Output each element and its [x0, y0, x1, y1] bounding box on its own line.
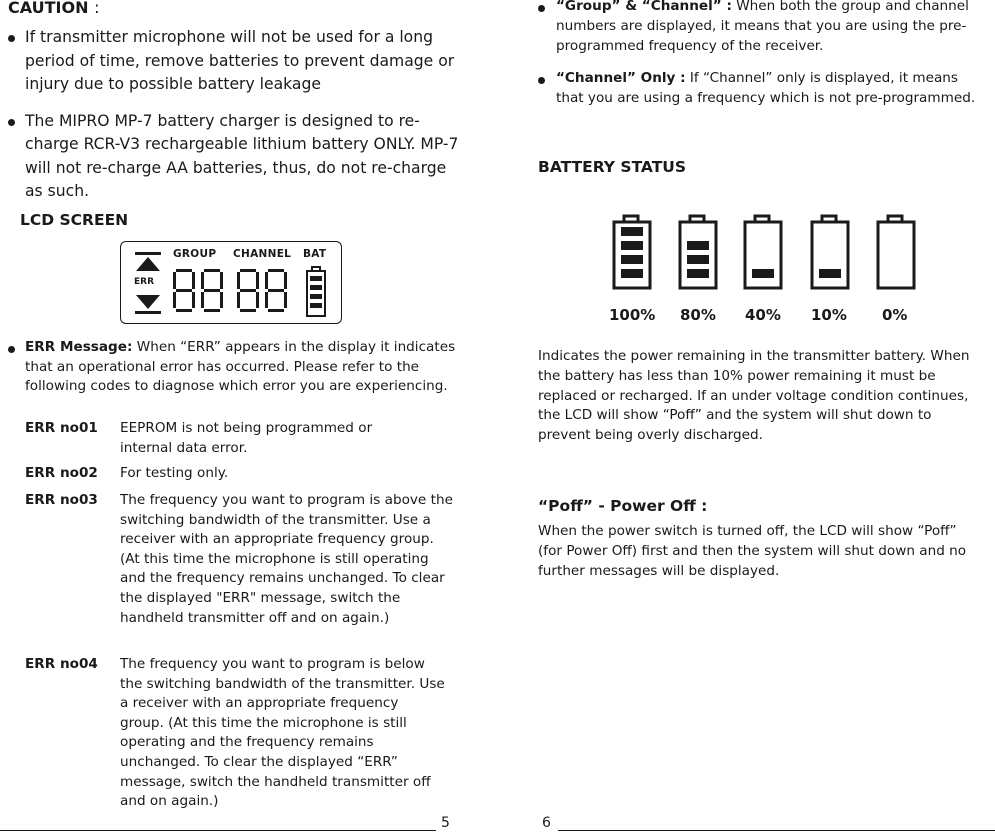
lcd-digit	[265, 269, 287, 312]
lcd-digit	[237, 269, 259, 312]
battery-level-label: 10%	[811, 306, 847, 324]
battery-status-heading: BATTERY STATUS	[538, 158, 687, 176]
caution-item: If transmitter microphone will not be used for a long period of time, remove batteries to prevent damage or injury due to possible battery leakage	[8, 26, 463, 97]
battery-bar	[687, 255, 709, 264]
battery-bar	[752, 269, 774, 278]
battery-level-label: 0%	[882, 306, 908, 324]
lcd-err-label: ERR	[134, 277, 155, 287]
err-code-row: ERR no02 For testing only.	[25, 465, 229, 481]
poff-description: When the power switch is turned off, the LCD will show “Poff” (for Power Off) first and then the system will shut down and no further messages will be displayed.	[538, 523, 967, 579]
battery-level-label: 40%	[745, 306, 781, 324]
lcd-battery-icon	[304, 266, 328, 318]
seven-segment-digits	[171, 267, 297, 317]
caution-item: The MIPRO MP-7 battery charger is designed to re-charge RCR-V3 rechargeable lithium battery ONLY. MP-7 will not re-charge AA batteries, thus, do not re-charge as such.	[8, 110, 463, 204]
battery-level-label: 80%	[680, 306, 716, 324]
page-number: 6	[542, 815, 551, 831]
bullet-icon	[8, 346, 15, 353]
err-code-row: ERR no03 The frequency you want to program is above the switching bandwidth of the transmitter. Use a receiver with an appropriate frequency group. (At this time the microphone is still operating and the frequency remains unchanged. To clear the displayed "ERR" message, switch the handheld transmitter off and on again.)	[25, 492, 453, 626]
battery-bar	[687, 241, 709, 250]
caution-list	[8, 26, 463, 217]
battery-bar	[687, 269, 709, 278]
battery-icon-100pct	[614, 216, 650, 288]
down-arrow-icon	[135, 294, 161, 314]
err-message-paragraph: ERR Message: When “ERR” appears in the display it indicates that an operational error has occurred. Please refer to the following codes to diagnose which error you are experiencing.	[8, 338, 475, 397]
battery-level-icons	[600, 210, 930, 296]
bullet-icon	[8, 119, 15, 126]
lcd-indicator-list	[538, 0, 988, 122]
bullet-icon	[8, 35, 15, 42]
battery-bar	[621, 269, 643, 278]
poff-heading: “Poff” - Power Off :	[538, 497, 708, 515]
page-number: 5	[441, 815, 450, 831]
footer-rule	[558, 830, 995, 831]
battery-icon-80pct	[680, 216, 716, 288]
indicator-item: “Channel” Only : If “Channel” only is displayed, it means that you are using a frequency which is not pre-programmed.	[538, 69, 988, 109]
bullet-icon	[538, 77, 545, 84]
lcd-digit	[173, 269, 195, 312]
lcd-group-label: GROUP	[173, 248, 217, 260]
err-code-row: ERR no04 The frequency you want to program is below the switching bandwidth of the transmitter. Use a receiver with an appropriate frequency group. (At this time the microphone is still operating and the frequency remains unchanged. To clear the displayed “ERR” message, switch the handheld transmitter off and on again.)	[25, 656, 445, 810]
indicator-item: “Group” & “Channel” : When both the group and channel numbers are displayed, it means that you are using the pre-programmed frequency of the receiver.	[538, 0, 988, 56]
err-code-row: ERR no01 EEPROM is not being programmed or internal data error.	[25, 420, 373, 456]
footer-rule	[0, 830, 436, 831]
lcd-screen-heading: LCD SCREEN	[20, 211, 129, 229]
battery-icon-0pct	[878, 216, 914, 288]
battery-bar	[621, 255, 643, 264]
caution-heading: CAUTION :	[8, 0, 100, 17]
bullet-icon	[538, 5, 545, 12]
lcd-channel-label: CHANNEL	[233, 248, 292, 260]
up-arrow-icon	[135, 252, 161, 272]
lcd-screen-diagram	[120, 241, 342, 324]
battery-status-description: Indicates the power remaining in the transmitter battery. When the battery has less than 10% power remaining it must be replaced or recharged. If an under voltage condition continues, the LCD will show “Poff” and the system will shut down to prevent being overly discharged.	[538, 348, 970, 444]
battery-bar	[621, 241, 643, 250]
lcd-bat-label: BAT	[303, 248, 327, 260]
battery-bar	[819, 269, 841, 278]
battery-icon-40pct	[745, 216, 781, 288]
battery-level-label: 100%	[609, 306, 656, 324]
battery-icon-10pct	[812, 216, 848, 288]
lcd-digit	[201, 269, 223, 312]
battery-bar	[621, 227, 643, 236]
